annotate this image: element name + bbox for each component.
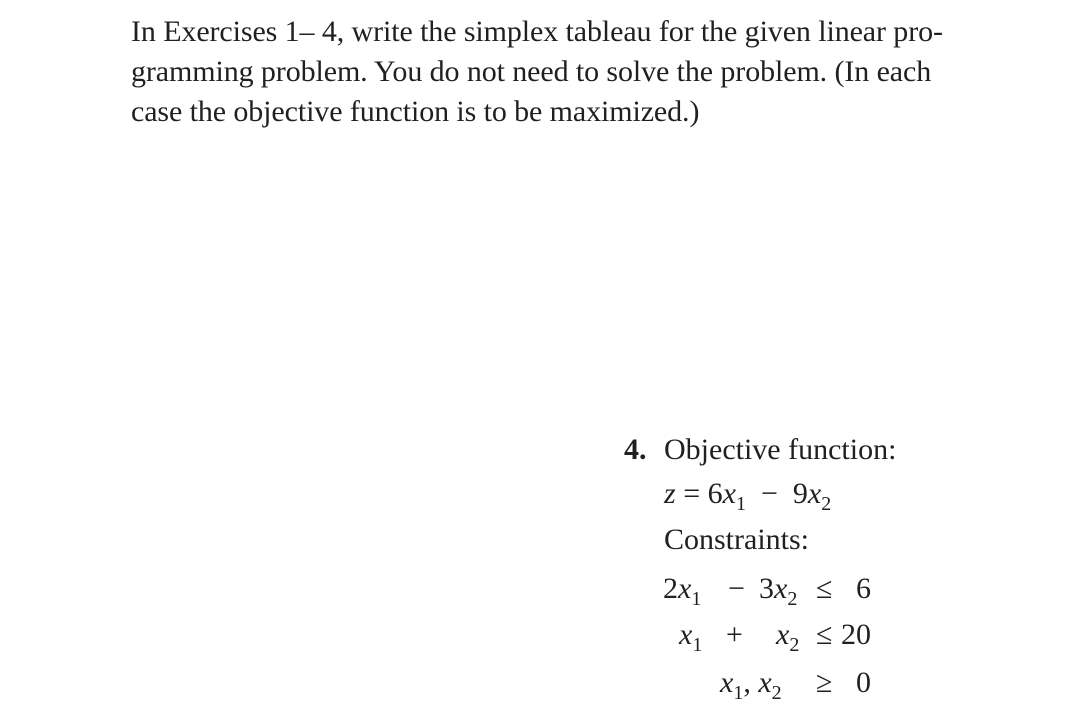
objective-heading: Objective function: [664,433,897,466]
constraint-var2: x [758,666,772,699]
constraint-sub2: 2 [771,682,782,704]
constraint-term2 [776,618,800,656]
constraint-coef1: 2 [663,572,678,605]
constraint-row [663,572,702,610]
objective-sub2: 2 [821,493,832,515]
objective-lhs: z [664,477,676,510]
constraint-sub2: 2 [789,634,800,656]
objective-op: − [760,477,778,510]
instructions-line-1: In Exercises 1– 4, write the simplex tableau for the given linear pro- [131,15,943,48]
constraint-rhs: 0 [856,666,871,699]
nonnegativity-row [720,666,782,704]
objective-eq: = [683,477,701,510]
constraint-row [679,618,703,656]
constraint-relation: ≤ [816,618,833,651]
constraint-var1: x [678,572,692,605]
constraint-op: + [726,618,743,651]
constraint-relation: ≥ [816,666,833,699]
constraint-coef2: 3 [759,572,774,605]
constraint-separator: , [743,666,751,699]
constraint-term2 [759,572,798,610]
constraint-sub1: 1 [733,682,744,704]
constraint-var1: x [679,618,693,651]
constraint-sub2: 2 [787,588,798,610]
constraint-relation: ≤ [816,572,833,605]
objective-coef1: 6 [707,477,723,510]
objective-coef2: 9 [792,477,808,510]
constraint-op: − [728,572,745,605]
objective-sub1: 1 [735,493,746,515]
constraint-var2: x [774,572,788,605]
objective-var1: x [722,477,736,510]
constraint-sub1: 1 [692,634,703,656]
constraint-rhs: 20 [841,618,871,651]
objective-equation [664,477,832,515]
instructions-line-2: gramming problem. You do not need to solve the problem. (In each [131,55,932,88]
constraint-sub1: 1 [691,588,702,610]
exercise-number: 4. [624,433,647,466]
instructions-line-3: case the objective function is to be maximized.) [131,95,700,128]
constraint-var1: x [720,666,734,699]
constraint-rhs: 6 [856,572,871,605]
constraint-var2: x [776,618,790,651]
objective-var2: x [807,477,822,510]
constraints-heading: Constraints: [664,523,810,556]
